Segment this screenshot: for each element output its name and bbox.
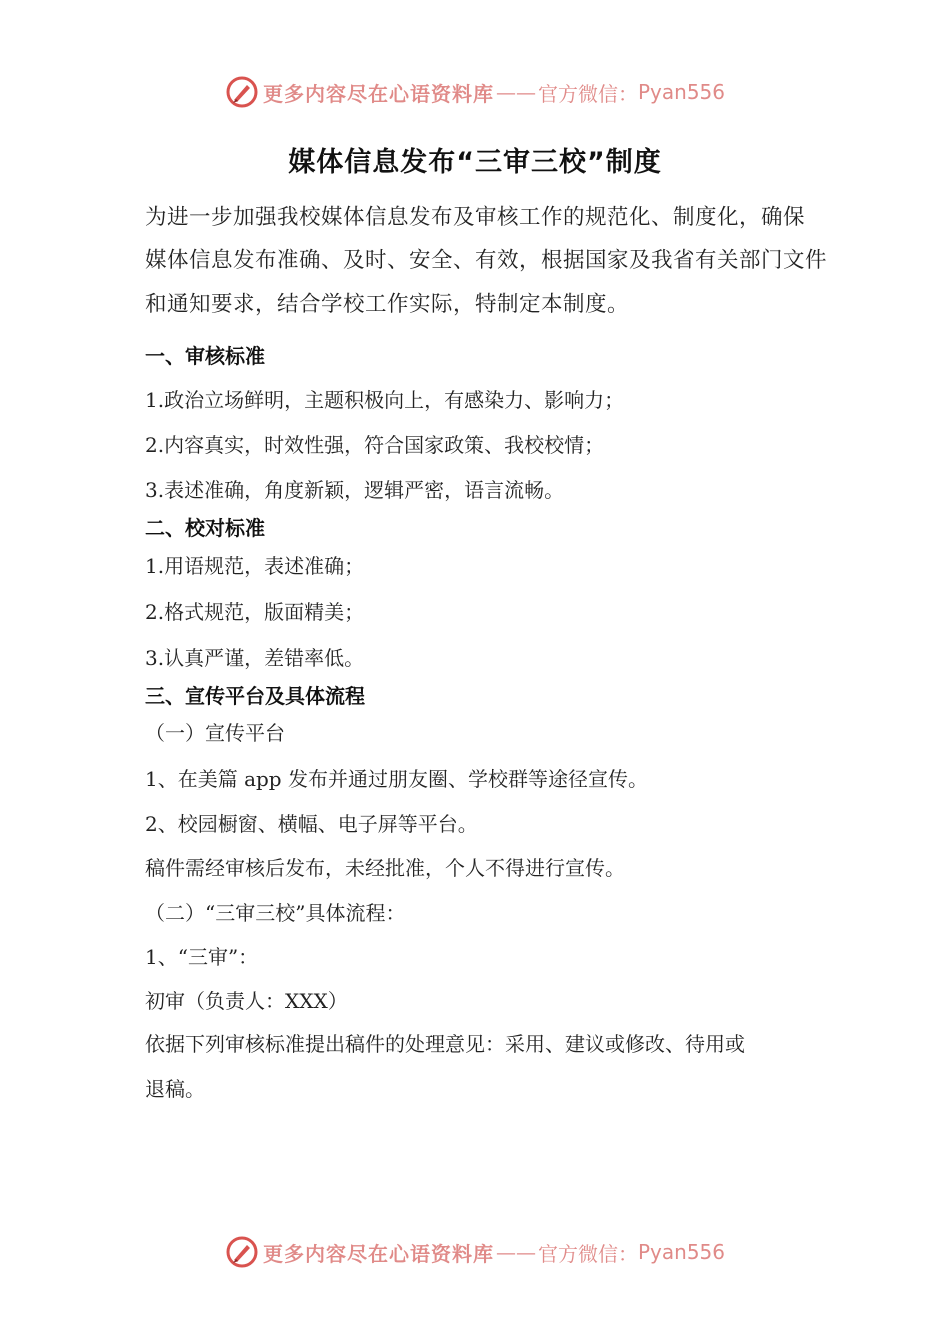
subsection-process-heading: （二）“三审三校”具体流程： — [145, 901, 406, 925]
platform-item-1: 1、在美篇 app 发布并通过朋友圈、学校群等途径宣传。 — [145, 767, 648, 791]
banner-main-text: 更多内容尽在心语资料库 — [262, 1241, 494, 1266]
pen-logo-icon — [225, 75, 259, 109]
platform-item-2: 2、校园橱窗、横幅、电子屏等平台。 — [145, 812, 478, 836]
review-criteria-line-2: 退稿。 — [145, 1077, 205, 1101]
intro-line-1: 为进一步加强我校媒体信息发布及审核工作的规范化、制度化，确保 — [145, 205, 806, 230]
banner-wechat-id: Pyan556 — [637, 1240, 725, 1264]
section-1-item-3: 3.表述准确，角度新颖，逻辑严密，语言流畅。 — [145, 478, 565, 502]
section-2-item-1: 1.用语规范，表述准确； — [145, 554, 365, 578]
platform-note: 稿件需经审核后发布，未经批准，个人不得进行宣传。 — [145, 856, 625, 880]
footer-banner — [0, 1232, 950, 1272]
review-criteria-line-1: 依据下列审核标准提出稿件的处理意见：采用、建议或修改、待用或 — [145, 1032, 745, 1056]
section-2-item-2: 2.格式规范，版面精美； — [145, 600, 365, 624]
banner-separator: —— — [495, 1240, 536, 1264]
page-title: 媒体信息发布“三审三校”制度 — [288, 147, 662, 178]
section-1-heading: 一、审核标准 — [145, 344, 265, 368]
section-2-item-3: 3.认真严谨，差错率低。 — [145, 646, 365, 670]
pen-logo-icon — [225, 1235, 259, 1269]
section-3-heading: 三、宣传平台及具体流程 — [145, 684, 365, 708]
section-2-heading: 二、校对标准 — [145, 516, 265, 540]
banner-wechat-label: 官方微信： — [537, 1241, 638, 1266]
banner-main-text: 更多内容尽在心语资料库 — [262, 81, 494, 106]
banner-wechat-id: Pyan556 — [637, 80, 725, 104]
subsection-platform-heading: （一）宣传平台 — [145, 721, 285, 745]
first-review-line: 初审（负责人：XXX） — [145, 989, 348, 1013]
intro-line-3: 和通知要求，结合学校工作实际，特制定本制度。 — [145, 292, 630, 317]
process-step-1: 1、“三审”： — [145, 945, 259, 969]
section-1-item-2: 2.内容真实，时效性强，符合国家政策、我校校情； — [145, 433, 605, 457]
banner-wechat-label: 官方微信： — [537, 81, 638, 106]
section-1-item-1: 1.政治立场鲜明，主题积极向上，有感染力、影响力； — [145, 388, 625, 412]
banner-separator: —— — [495, 80, 536, 104]
header-banner — [0, 72, 950, 112]
intro-line-2: 媒体信息发布准确、及时、安全、有效，根据国家及我省有关部门文件 — [145, 248, 828, 273]
